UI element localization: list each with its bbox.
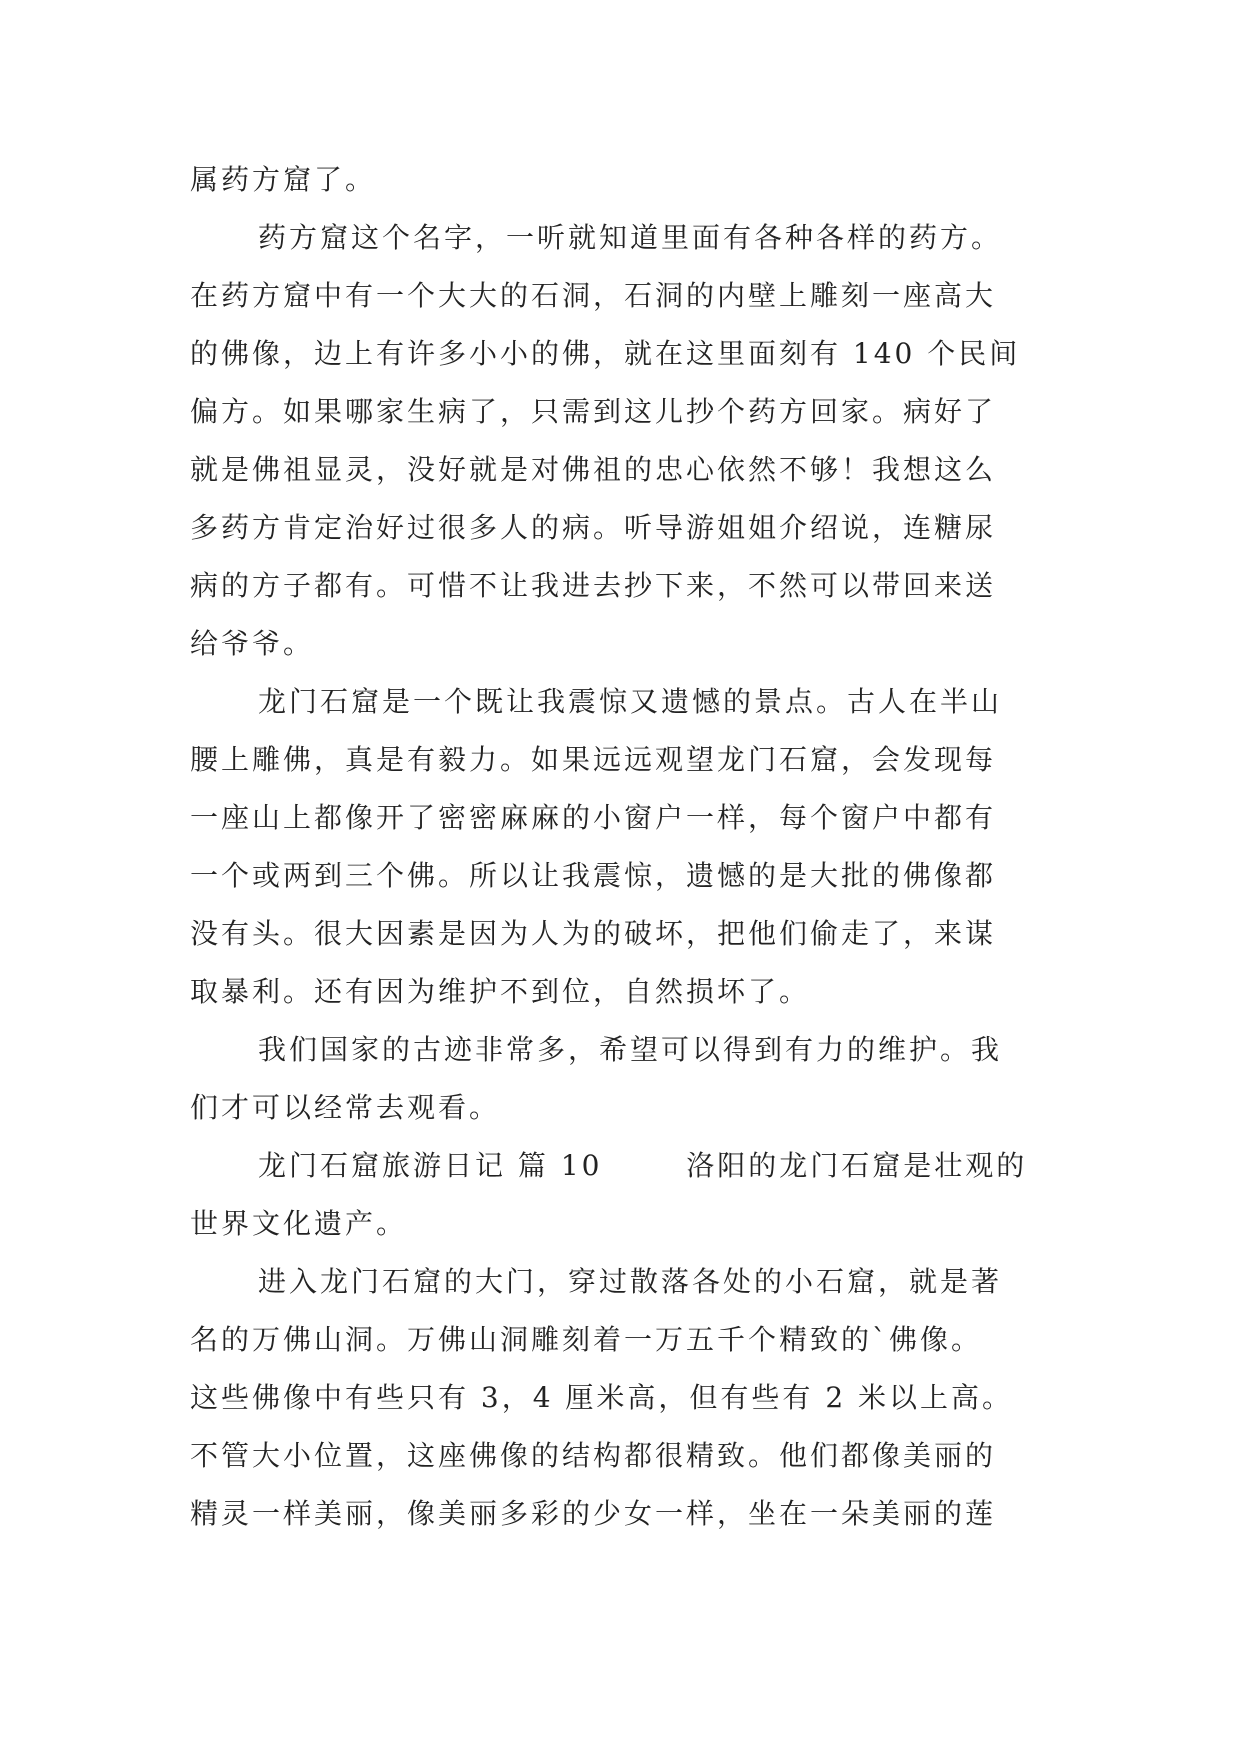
text-line: 世界文化遗产。 bbox=[190, 1207, 408, 1240]
text-line: 不管大小位置，这座佛像的结构都很精致。他们都像美丽的 bbox=[190, 1439, 997, 1472]
paragraph-start: 我们国家的古迹非常多，希望可以得到有力的维护。我 bbox=[258, 1033, 1003, 1066]
paragraph-start: 龙门石窟是一个既让我震惊又遗憾的景点。古人在半山 bbox=[258, 685, 1003, 718]
text-line: 们才可以经常去观看。 bbox=[190, 1091, 501, 1124]
text-line: 腰上雕佛，真是有毅力。如果远远观望龙门石窟，会发现每 bbox=[190, 743, 997, 776]
text-line: 病的方子都有。可惜不让我进去抄下来，不然可以带回来送 bbox=[190, 569, 997, 602]
section-heading-line bbox=[190, 1137, 1070, 1195]
text-line: 一个或两到三个佛。所以让我震惊，遗憾的是大批的佛像都 bbox=[190, 859, 997, 892]
text-line: 这些佛像中有些只有 3，4 厘米高，但有些有 2 米以上高。 bbox=[190, 1381, 1014, 1414]
text-line: 名的万佛山洞。万佛山洞雕刻着一万五千个精致的`佛像。 bbox=[190, 1323, 983, 1356]
text-line: 属药方窟了。 bbox=[190, 163, 377, 196]
section-number: 篇 10 bbox=[517, 1149, 603, 1182]
paragraph-start: 药方窟这个名字，一听就知道里面有各种各样的药方。 bbox=[258, 221, 1003, 254]
text-line: 多药方肯定治好过很多人的病。听导游姐姐介绍说，连糖尿 bbox=[190, 511, 997, 544]
document-body bbox=[190, 151, 1070, 1543]
section-title: 龙门石窟旅游日记 bbox=[258, 1149, 507, 1182]
section-continuation: 洛阳的龙门石窟是壮观的 bbox=[686, 1149, 1028, 1182]
text-line: 取暴利。还有因为维护不到位，自然损坏了。 bbox=[190, 975, 811, 1008]
paragraph-start: 进入龙门石窟的大门，穿过散落各处的小石窟，就是著 bbox=[258, 1265, 1003, 1298]
text-line: 给爷爷。 bbox=[190, 627, 315, 660]
text-line: 偏方。如果哪家生病了，只需到这儿抄个药方回家。病好了 bbox=[190, 395, 997, 428]
text-line: 在药方窟中有一个大大的石洞，石洞的内壁上雕刻一座高大 bbox=[190, 279, 997, 312]
text-line: 精灵一样美丽，像美丽多彩的少女一样，坐在一朵美丽的莲 bbox=[190, 1497, 997, 1530]
text-line: 没有头。很大因素是因为人为的破坏，把他们偷走了，来谋 bbox=[190, 917, 997, 950]
text-line: 的佛像，边上有许多小小的佛，就在这里面刻有 140 个民间 bbox=[190, 337, 1021, 370]
text-line: 就是佛祖显灵，没好就是对佛祖的忠心依然不够！我想这么 bbox=[190, 453, 997, 486]
text-line: 一座山上都像开了密密麻麻的小窗户一样，每个窗户中都有 bbox=[190, 801, 997, 834]
